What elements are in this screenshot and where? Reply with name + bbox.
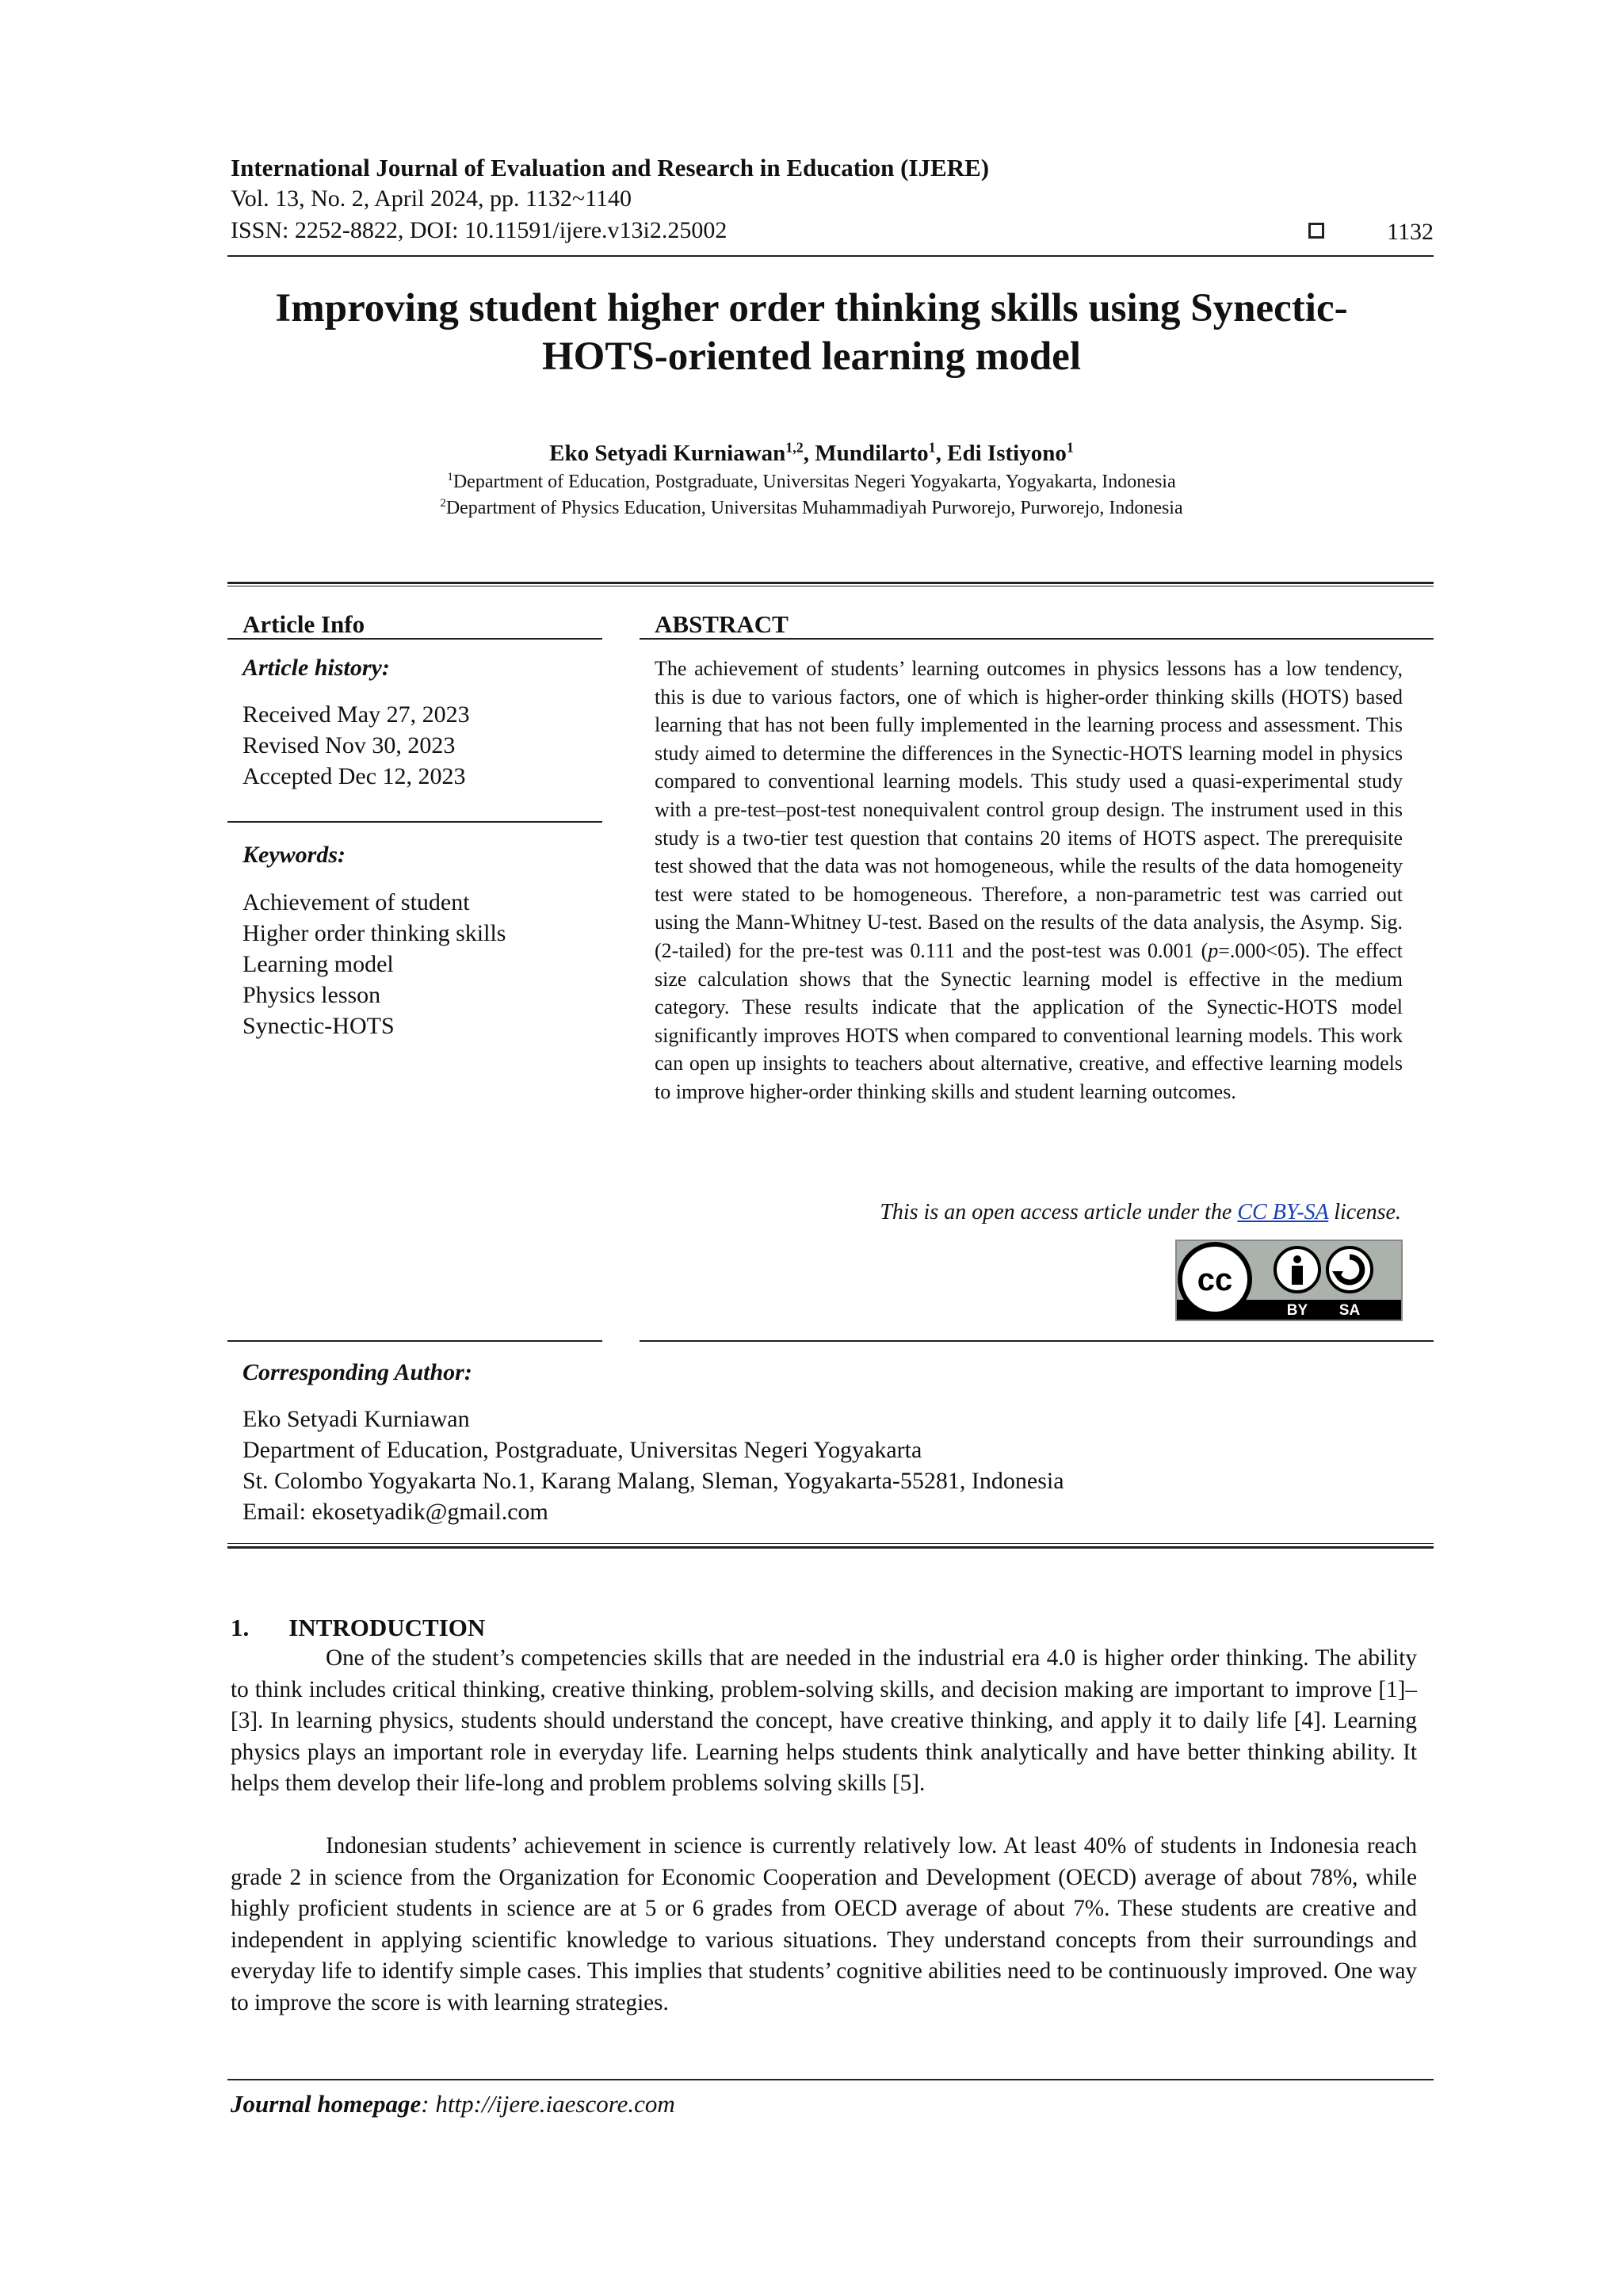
section-heading [231,1614,485,1642]
author-name: Eko Setyadi Kurniawan [549,441,786,466]
header-rule [227,255,1434,257]
affiliation-text: Department of Physics Education, Universitas Muhammadiyah Purworejo, Purworejo, Indonesia [445,498,1183,518]
page-number: 1132 [1387,219,1434,245]
corresponding-department: Department of Education, Postgraduate, Universitas Negeri Yogyakarta [242,1437,922,1463]
left-column-bottom-rule [227,1340,602,1342]
corresponding-email: Email: ekosetyadik@gmail.com [242,1499,548,1525]
badge-sa-label: SA [1338,1302,1361,1319]
article-history-heading: Article history: [242,655,390,681]
cc-badge-graphic [1177,1241,1401,1320]
issn-doi: ISSN: 2252-8822, DOI: 10.11591/ijere.v13i2.25002 [231,217,727,243]
abstract-heading: ABSTRACT [655,610,789,638]
keyword-item: Synectic-HOTS [242,1013,395,1039]
author-separator: , [935,441,948,466]
corresponding-address: St. Colombo Yogyakarta No.1, Karang Malang, Sleman, Yogyakarta-55281, Indonesia [242,1468,1064,1494]
journal-volume: Vol. 13, No. 2, April 2024, pp. 1132~1140 [231,185,632,212]
cc-by-sa-badge[interactable] [1175,1240,1403,1321]
author-name: Edi Istiyono [947,441,1067,466]
frame-rule-bottom-thin [227,1543,1434,1544]
affiliation-1 [190,472,1433,493]
section-title: INTRODUCTION [288,1614,486,1641]
keyword-item: Achievement of student [242,889,470,915]
abstract-text [655,655,1403,1106]
author-affil-sup: 1 [928,439,936,456]
affiliation-2 [190,498,1433,519]
badge-by-label: BY [1286,1302,1308,1319]
keywords-heading: Keywords: [242,842,346,868]
affiliation-sup: 1 [447,471,453,483]
title-line-2: HOTS-oriented learning model [542,334,1081,379]
abstract-text-part: The achievement of students’ learning outcomes in physics lessons has a low tendency, this is due to various factors, one of which is higher-order thinking skills (HOTS) based learning that has not been fully implemented in the learning process and assessment. This study aimed to determine the differences in the Synectic-HOTS learning model in physics compared to conventional learning models. This study used a quasi-experimental study with a pre-test–post-test nonequivalent control group design. The instrument used in this study is a two-tier test question that contains 20 items of HOTS aspect. The prerequisite test showed that the data was not homogeneous, while the results of the data homogeneity test were stated to be homogeneous. Therefore, a non-parametric test was carried out using the Mann-Whitney U-test. Based on the results of the data analysis, the Asymp. Sig. (2-tailed) for the pre-test was 0.111 and the post-test was 0.001 ( [655,657,1403,962]
revised-date: Revised Nov 30, 2023 [242,732,456,758]
journal-homepage-link[interactable]: http://ijere.iaescore.com [435,2090,675,2118]
checkbox-square-icon [1308,223,1324,239]
keyword-item: Learning model [242,951,394,977]
keywords-rule [227,821,602,823]
accepted-date: Accepted Dec 12, 2023 [242,763,466,789]
corresponding-name: Eko Setyadi Kurniawan [242,1406,470,1432]
cc-by-sa-link[interactable]: CC BY-SA [1237,1200,1329,1224]
author-affil-sup: 1 [1066,439,1074,456]
intro-paragraph-1: One of the student’s competencies skills that are needed in the industrial era 4.0 is higher order thinking. The ability to think includes critical thinking, creative thinking, problem-solving skills, and decision making are important to improve [1]–[3]. In learning physics, students should understand the concept, have creative thinking, and apply it to daily life [4]. Learning physics plays an important role in everyday life. Learning helps students think analytically and have better thinking ability. It helps them develop their life-long and problem problems solving skills [5]. [231,1645,1417,1797]
title-line-1: Improving student higher order thinking skills using Synectic- [275,286,1348,330]
author-separator: , [803,441,815,466]
section-number: 1. [231,1614,250,1641]
keyword-item: Higher order thinking skills [242,920,506,946]
abstract-text-part: =.000<05). The effect size calculation shows that the Synectic learning model is effective in the medium category. These results indicate that the application of the Synectic-HOTS model significantly improves HOTS when compared to conventional learning models. This work can open up insights to teachers about alternative, creative, and effective learning models to improve higher-order thinking skills and student learning outcomes. [655,938,1403,1103]
abstract-rule [640,638,1434,640]
intro-paragraph-2: Indonesian students’ achievement in science is currently relatively low. At least 40% of students in Indonesia reach grade 2 in science from the Organization for Economic Cooperation and Development (OECD) average of about 78%, while highly proficient students in science are at 5 or 6 grades from OECD average of about 7%. These students are creative and independent in applying scientific knowledge to various situations. They understand concepts from their surroundings and everyday life to identify simple cases. This implies that students’ cognitive abilities need to be continuously improved. One way to improve the score is with learning strategies. [231,1833,1417,2015]
license-text: license. [1328,1200,1401,1224]
frame-rule-top [227,582,1434,584]
received-date: Received May 27, 2023 [242,701,470,728]
author-affil-sup: 1,2 [785,439,804,456]
p-value-symbol: p [1208,938,1219,962]
abstract-bottom-rule [640,1340,1434,1342]
corresponding-author-heading: Corresponding Author: [242,1359,472,1385]
license-statement [880,1200,1401,1225]
footer-separator: : [421,2090,436,2118]
footer-rule [227,2079,1434,2080]
article-info-rule [227,638,602,640]
license-text: This is an open access article under the [880,1200,1238,1224]
journal-name: International Journal of Evaluation and Research in Education (IJERE) [231,154,990,181]
journal-homepage [231,2090,675,2118]
article-title [190,285,1433,381]
affiliation-sup: 2 [440,497,446,510]
affiliation-text: Department of Education, Postgraduate, Universitas Negeri Yogyakarta, Yogyakarta, Indonesia [453,472,1176,492]
author-name: Mundilarto [815,441,929,466]
footer-label: Journal homepage [231,2090,422,2118]
author-list [190,441,1433,467]
frame-rule-bottom [227,1546,1434,1549]
article-info-heading: Article Info [242,610,365,638]
cc-logo-text: cc [1197,1263,1233,1297]
share-alike-icon [1327,1247,1372,1292]
keyword-item: Physics lesson [242,982,381,1008]
